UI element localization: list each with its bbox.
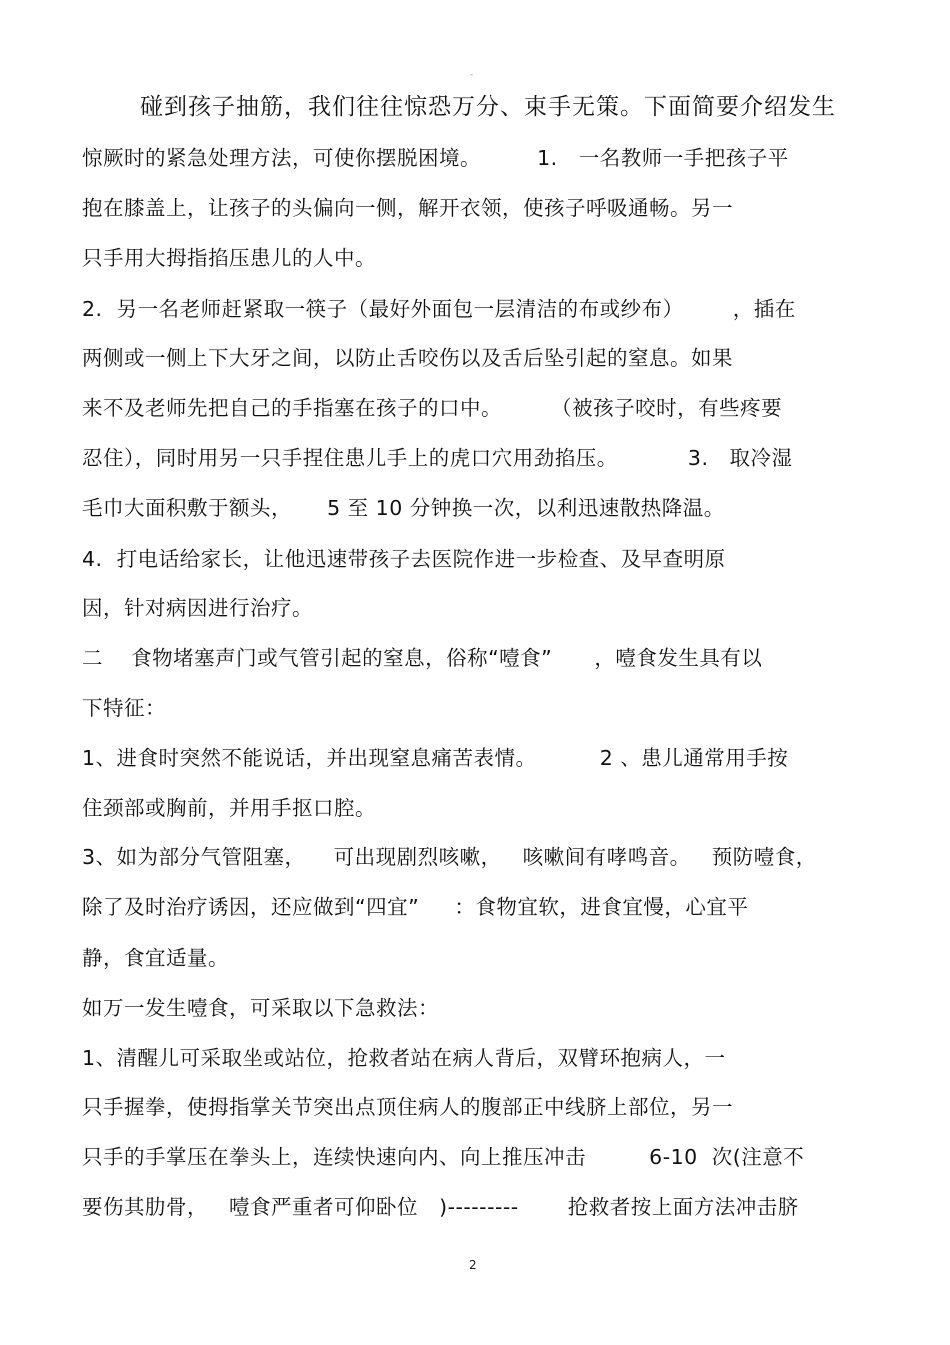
paragraph-line: 毛巾大面积敷于额头， 5 至 10 分钟换一次，以利迅速散热降温。: [82, 496, 725, 520]
paragraph-line: 1、清醒儿可采取坐或站位，抢救者站在病人背后，双臂环抱病人，一: [82, 1046, 726, 1070]
paragraph-line: 碰到孩子抽筋，我们往往惊恐万分、束手无策。下面简要介绍发生: [140, 94, 836, 120]
paragraph-line: 4. 打电话给家长，让他迅速带孩子去医院作进一步检查、及早查明原: [82, 547, 726, 571]
paragraph-line: 静，食宜适量。: [82, 946, 229, 970]
paragraph-line: 只手的手掌压在拳头上，连续快速向内、向上推压冲击 6-10 次(注意不: [82, 1145, 805, 1169]
paragraph-line: 住颈部或胸前，并用手抠口腔。: [82, 796, 376, 820]
paragraph-line: 要伤其肋骨， 噎食严重者可仰卧位 )--------- 抢救者按上面方法冲击脐: [82, 1195, 799, 1219]
paragraph-line: 因，针对病因进行治疗。: [82, 596, 313, 620]
paragraph-line: 下特征：: [82, 696, 166, 720]
paragraph-line: 惊厥时的紧急处理方法，可使你摆脱困境。 1. 一名教师一手把孩子平: [82, 146, 789, 170]
paragraph-line: 只手握拳，使拇指掌关节突出点顶住病人的腹部正中线脐上部位，另一: [82, 1095, 733, 1119]
page-number: 2: [469, 1258, 477, 1272]
paragraph-line: 如万一发生噎食，可采取以下急救法：: [82, 996, 439, 1020]
paragraph-line: 两侧或一侧上下大牙之间，以防止舌咬伤以及舌后坠引起的窒息。如果: [82, 346, 733, 370]
paragraph-line: 除了及时治疗诱因，还应做到“四宜” ：食物宜软，进食宜慢，心宜平: [82, 895, 749, 919]
paragraph-line: 来不及老师先把自己的手指塞在孩子的口中。 （被孩子咬时，有些疼要: [82, 396, 783, 420]
paragraph-line: 忍住），同时用另一只手捏住患儿手上的虎口穴用劲掐压。 3. 取冷湿: [82, 446, 793, 470]
paragraph-line: 只手用大拇指掐压患儿的人中。: [82, 246, 376, 270]
header-mark: -: [470, 70, 474, 80]
paragraph-line: 1、进食时突然不能说话，并出现窒息痛苦表情。 2 、患儿通常用手按: [82, 746, 789, 770]
paragraph-line: 2. 另一名老师赶紧取一筷子（最好外面包一层清洁的布或纱布） ，插在: [82, 297, 796, 321]
section-heading: 二 食物堵塞声门或气管引起的窒息，俗称“噎食” ，噎食发生具有以: [82, 646, 763, 670]
paragraph-line: 抱在膝盖上，让孩子的头偏向一侧，解开衣领，使孩子呼吸通畅。另一: [82, 196, 733, 220]
paragraph-line: 3、如为部分气管阻塞， 可出现剧烈咳嗽， 咳嗽间有哮鸣音。 预防噎食，: [82, 845, 817, 869]
